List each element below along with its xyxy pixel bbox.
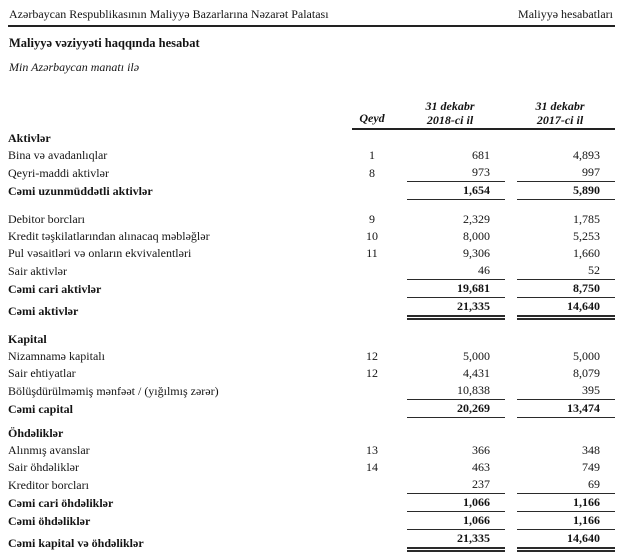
value-2017: 1,660 [573,246,600,260]
table-row [8,476,615,494]
total-row-current-assets [8,280,615,298]
value-2017: 4,893 [573,148,600,162]
value-2018: 366 [472,443,490,457]
row-label: Cəmi aktivlər [8,304,79,318]
value-2017: 52 [517,262,615,280]
row-label: Kredit təşkilatlarından alınacaq məbləğlər [8,229,210,243]
value-2017: 5,890 [517,182,615,200]
total-row-noncurrent-assets [8,182,615,200]
value-2018: 9,306 [463,246,490,260]
value-2018: 973 [407,164,505,182]
table-row [8,228,615,245]
value-2017: 14,640 [517,298,615,320]
row-label: Cəmi kapital və öhdəliklər [8,536,144,550]
value-2018: 20,269 [407,400,505,418]
row-label: Cəmi öhdəliklər [8,514,91,528]
value-2018: 2,329 [463,212,490,226]
value-2018: 21,335 [407,298,505,320]
value-2018: 463 [472,460,490,474]
row-label: Bina və avadanlıqlar [8,148,108,162]
section-header-equity [8,331,615,348]
value-2018: 1,066 [407,494,505,512]
value-2017: 1,166 [517,512,615,530]
table-row [8,459,615,476]
row-label: Debitor borcları [8,212,85,226]
note-cell: 14 [366,460,378,474]
total-row-total-liabilities [8,512,615,530]
row-gap [8,200,615,211]
value-2017: 395 [517,382,615,400]
page-title: Maliyyə vəziyyəti haqqında hesabat [9,36,200,50]
row-label: Qeyri-maddi aktivlər [8,166,109,180]
note-cell: 1 [369,148,375,162]
note-cell: 8 [369,166,375,180]
table-row [8,164,615,182]
table-row [8,348,615,365]
note-cell: 11 [366,246,378,260]
total-row-equity-and-liabilities [8,530,615,552]
row-label: Cəmi uzunmüddətli aktivlər [8,184,153,198]
value-2017: 8,750 [517,280,615,298]
value-2017: 1,785 [573,212,600,226]
value-2017: 5,253 [573,229,600,243]
column-header-2018-line2: 2018-ci il [426,113,474,127]
value-2018: 21,335 [407,530,505,552]
value-2017: 749 [582,460,600,474]
column-headers [352,99,615,130]
column-header-2017-line1: 31 dekabr [535,99,585,113]
value-2017: 69 [517,476,615,494]
row-label: Sair aktivlər [8,264,67,278]
running-header [8,0,615,27]
value-2018: 19,681 [407,280,505,298]
value-2017: 5,000 [573,349,600,363]
value-2017: 14,640 [517,530,615,552]
total-row-total-assets [8,298,615,320]
note-cell: 10 [366,229,378,243]
row-gap [8,418,615,425]
column-header-note: Qeyd [359,111,385,125]
row-label: Kreditor borcları [8,478,89,492]
column-header-2017-line2: 2017-ci il [536,113,584,127]
row-label: Sair ehtiyatlar [8,366,76,380]
value-2018: 237 [407,476,505,494]
section-label: Aktivlər [8,131,51,145]
table-row [8,245,615,262]
value-2018: 8,000 [463,229,490,243]
value-2018: 4,431 [463,366,490,380]
row-label: Cəmi capital [8,402,73,416]
section-label: Kapital [8,332,47,346]
value-2018: 5,000 [463,349,490,363]
note-cell: 9 [369,212,375,226]
value-2017: 13,474 [517,400,615,418]
row-label: Sair öhdəliklər [8,460,79,474]
note-cell: 12 [366,366,378,380]
value-2017: 1,166 [517,494,615,512]
row-gap [8,320,615,331]
section-header-assets [8,130,615,147]
row-label: Pul vəsaitləri və onların ekvivalentləri [8,246,192,260]
total-row-equity [8,400,615,418]
row-label: Cəmi cari öhdəliklər [8,496,114,510]
row-label: Cəmi cari aktivlər [8,282,102,296]
table-row [8,365,615,382]
table-row [8,147,615,164]
column-header-2018-line1: 31 dekabr [425,99,475,113]
column-header-2017 [517,99,615,127]
table-row [8,262,615,280]
note-cell: 13 [366,443,378,457]
currency-note: Min Azərbaycan manatı ilə [9,60,140,74]
value-2018: 46 [407,262,505,280]
value-2017: 8,079 [573,366,600,380]
value-2018: 681 [472,148,490,162]
section-label: Öhdəliklər [8,426,64,440]
value-2017: 348 [582,443,600,457]
value-2018: 10,838 [407,382,505,400]
value-2018: 1,654 [407,182,505,200]
table-row [8,211,615,228]
table-row [8,382,615,400]
running-header-right: Maliyyə hesabatları [518,7,613,21]
section-header-liabilities [8,425,615,442]
value-2018: 1,066 [407,512,505,530]
table-column-header-row [8,99,615,130]
running-header-left: Azərbaycan Respublikasının Maliyyə Bazarlarına Nəzarət Palatası [9,7,329,21]
note-cell: 12 [366,349,378,363]
row-label: Alınmış avanslar [8,443,90,457]
row-label: Nizamnamə kapitalı [8,349,105,363]
row-label: Bölüşdürülməmiş mənfəət / (yığılmış zərər) [8,384,219,398]
value-2017: 997 [517,164,615,182]
table-row [8,442,615,459]
total-row-current-liabilities [8,494,615,512]
column-header-2018 [407,99,505,127]
